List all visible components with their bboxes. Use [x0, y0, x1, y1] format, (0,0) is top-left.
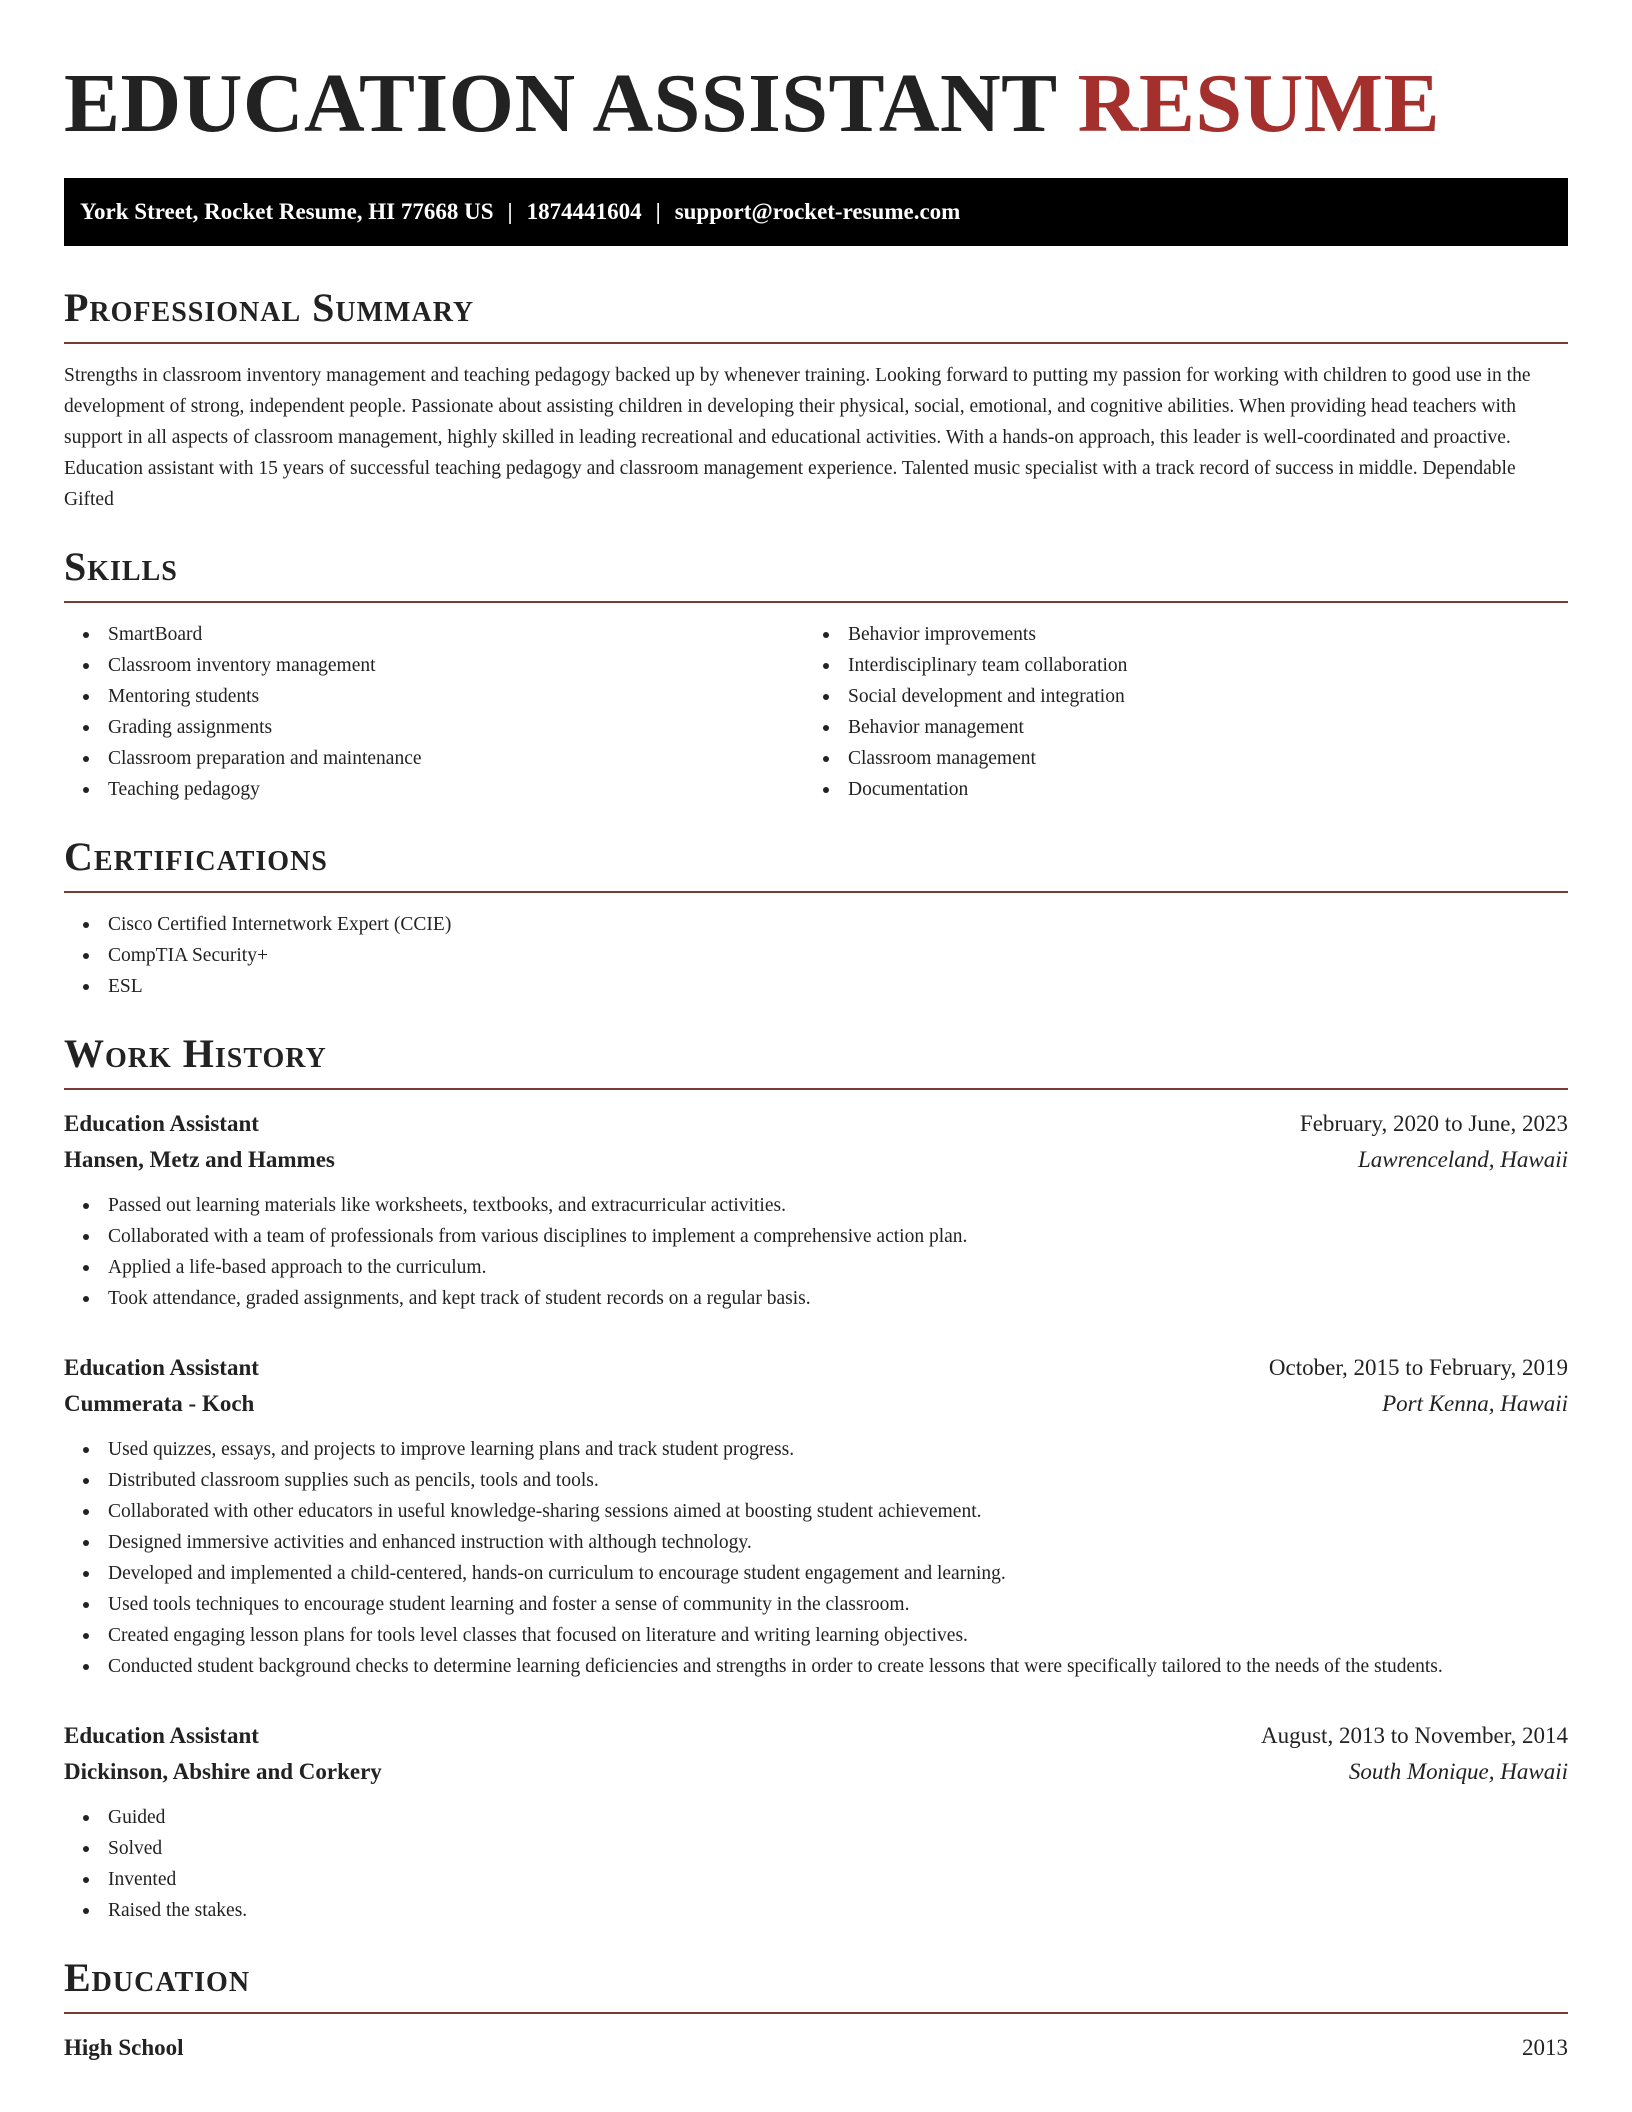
- job-bullets: [64, 1802, 1568, 1926]
- job-bullet: Distributed classroom supplies such as pencils, tools and tools.: [64, 1465, 1568, 1496]
- resume-title: [64, 0, 1568, 152]
- job-bullets: [64, 1434, 1568, 1682]
- section-heading-certifications: Certifications: [64, 834, 328, 879]
- title-main: EDUCATION ASSISTANT: [64, 57, 1057, 150]
- section-heading-summary: Professional Summary: [64, 285, 475, 330]
- certification-item: CompTIA Security+: [64, 940, 1568, 971]
- summary-text: Strengths in classroom inventory management and teaching pedagogy backed up by whenever training. Looking forward to putting my passion for working with children to good use in the development of strong, independent people. Passionate about assisting children in developing their physical, social, emotional, and cognitive abilities. When providing head teachers with support in all aspects of classroom management, highly skilled in leading recreational and educational activities. With a hands-on approach, this leader is well-coordinated and proactive. Education assistant with 15 years of successful teaching pedagogy and classroom management experience. Talented music specialist with a track record of success in middle. Dependable Gifted: [64, 365, 1531, 510]
- job-bullet: Collaborated with other educators in useful knowledge-sharing sessions aimed at boosting student achievement.: [64, 1496, 1568, 1527]
- job-company: Hansen, Metz and Hammes: [64, 1147, 335, 1172]
- contact-phone: 1874441604: [526, 199, 642, 224]
- education-year: 2013: [1522, 2035, 1568, 2060]
- job-header: [64, 1106, 1568, 1142]
- job-company: Dickinson, Abshire and Corkery: [64, 1759, 382, 1784]
- job-entry: [64, 1106, 1568, 1314]
- section-divider: [64, 601, 1568, 603]
- skill-item: Teaching pedagogy: [64, 774, 804, 805]
- work-history-section: [64, 1030, 1568, 1926]
- job-dates: February, 2020 to June, 2023: [1299, 1111, 1568, 1136]
- job-bullet: Raised the stakes.: [64, 1895, 1568, 1926]
- section-divider: [64, 342, 1568, 344]
- contact-bar: [64, 178, 1568, 246]
- section-divider: [64, 891, 1568, 893]
- education-section: [64, 1954, 1568, 2066]
- job-bullet: Used quizzes, essays, and projects to improve learning plans and track student progress.: [64, 1434, 1568, 1465]
- job-location: Lawrenceland, Hawaii: [1358, 1147, 1568, 1172]
- job-company: Cummerata - Koch: [64, 1391, 255, 1416]
- job-bullets: [64, 1190, 1568, 1314]
- skill-item: Grading assignments: [64, 712, 804, 743]
- job-title: Education Assistant: [64, 1723, 259, 1748]
- job-subheader: [64, 1386, 1568, 1422]
- job-bullet: Guided: [64, 1802, 1568, 1833]
- resume-page: [64, 0, 1568, 2066]
- skills-list-left: [64, 619, 804, 805]
- skill-item: Classroom preparation and maintenance: [64, 743, 804, 774]
- job-bullet: Designed immersive activities and enhanced instruction with although technology.: [64, 1527, 1568, 1558]
- certifications-section: [64, 833, 1568, 1002]
- skills-section: [64, 543, 1568, 805]
- job-dates: October, 2015 to February, 2019: [1268, 1355, 1568, 1380]
- job-subheader: [64, 1142, 1568, 1178]
- contact-separator: |: [507, 199, 513, 224]
- contact-separator: |: [655, 199, 661, 224]
- job-bullet: Used tools techniques to encourage student learning and foster a sense of community in the classroom.: [64, 1589, 1568, 1620]
- job-header: [64, 1350, 1568, 1386]
- job-location: Port Kenna, Hawaii: [1382, 1391, 1568, 1416]
- job-bullet: Collaborated with a team of professionals from various disciplines to implement a comprehensive action plan.: [64, 1221, 1568, 1252]
- title-accent: RESUME: [1077, 57, 1441, 150]
- job-bullet: Developed and implemented a child-centered, hands-on curriculum to encourage student engagement and learning.: [64, 1558, 1568, 1589]
- job-bullet: Invented: [64, 1864, 1568, 1895]
- section-divider: [64, 2012, 1568, 2014]
- skills-grid: [64, 619, 1568, 805]
- job-dates: August, 2013 to November, 2014: [1261, 1723, 1568, 1748]
- skill-item: Mentoring students: [64, 681, 804, 712]
- skill-item: Behavior improvements: [804, 619, 1544, 650]
- skill-item: Social development and integration: [804, 681, 1544, 712]
- skill-item: Documentation: [804, 774, 1544, 805]
- skill-item: Interdisciplinary team collaboration: [804, 650, 1544, 681]
- skill-item: Behavior management: [804, 712, 1544, 743]
- job-title: Education Assistant: [64, 1355, 259, 1380]
- job-bullet: Passed out learning materials like worksheets, textbooks, and extracurricular activities.: [64, 1190, 1568, 1221]
- certifications-list: [64, 909, 1568, 1002]
- contact-address: York Street, Rocket Resume, HI 77668 US: [80, 199, 494, 224]
- job-bullet: Solved: [64, 1833, 1568, 1864]
- job-location: South Monique, Hawaii: [1348, 1759, 1568, 1784]
- section-heading-education: Education: [64, 1955, 251, 2000]
- skill-item: Classroom management: [804, 743, 1544, 774]
- job-bullet: Conducted student background checks to determine learning deficiencies and strengths in order to create lessons that were specifically tailored to the needs of the students.: [64, 1651, 1568, 1682]
- summary-section: [64, 284, 1568, 515]
- skill-item: SmartBoard: [64, 619, 804, 650]
- skills-list-right: [804, 619, 1544, 805]
- job-entry: [64, 1350, 1568, 1682]
- education-entry: [64, 2030, 1568, 2066]
- certification-item: Cisco Certified Internetwork Expert (CCIE): [64, 909, 1568, 940]
- job-subheader: [64, 1754, 1568, 1790]
- section-heading-work-history: Work History: [64, 1031, 327, 1076]
- job-bullet: Applied a life-based approach to the curriculum.: [64, 1252, 1568, 1283]
- job-title: Education Assistant: [64, 1111, 259, 1136]
- certification-item: ESL: [64, 971, 1568, 1002]
- job-bullet: Took attendance, graded assignments, and kept track of student records on a regular basis.: [64, 1283, 1568, 1314]
- job-header: [64, 1718, 1568, 1754]
- job-bullet: Created engaging lesson plans for tools level classes that focused on literature and writing learning objectives.: [64, 1620, 1568, 1651]
- section-divider: [64, 1088, 1568, 1090]
- contact-email: support@rocket-resume.com: [674, 199, 961, 224]
- section-heading-skills: Skills: [64, 544, 178, 589]
- education-degree: High School: [64, 2035, 184, 2060]
- skill-item: Classroom inventory management: [64, 650, 804, 681]
- job-entry: [64, 1718, 1568, 1926]
